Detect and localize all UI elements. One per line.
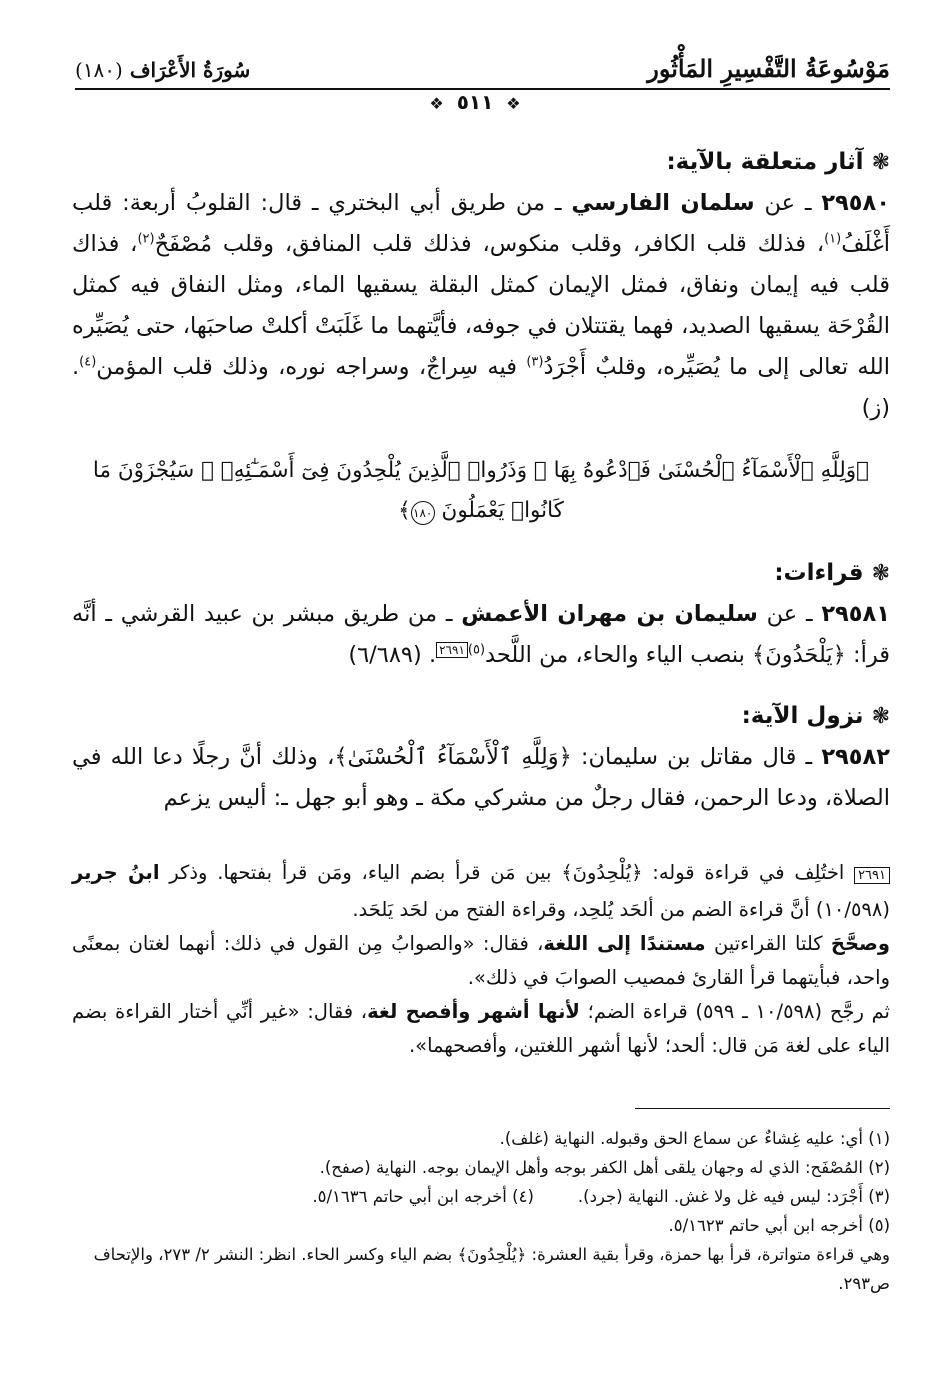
book-title: مَوْسُوعَةُ التَّفْسِيرِ المَأْثُور [647, 54, 890, 83]
footnotes [72, 1124, 890, 1298]
main-text [72, 142, 890, 819]
footnote-item: (١) أي: عليه غِشاءٌ عن سماع الحق وقبوله. النهاية (غلف). [499, 1129, 890, 1148]
footnote-item: (٥) أخرجه ابن أبي حاتم ٥/١٦٢٣. [668, 1216, 890, 1235]
editor-note [72, 856, 890, 1063]
footnote-item: (٤) أخرجه ابن أبي حاتم ٥/١٦٣٦. [312, 1187, 534, 1206]
surah-verse-number: (١٨٠) [75, 58, 123, 82]
athar-number: ٢٩٥٨١ [821, 601, 890, 627]
flower-icon: ❃ [871, 561, 890, 586]
footnote-item: وهي قراءة متواترة، قرأ بها حمزة، وقرأ بقية العشرة: ﴿يُلْحِدُونَ﴾ بضم الياء وكسر الحاء. انظر: النشر ٢/ ٢٧٣، والإتحاف ص٢٩٣. [93, 1245, 890, 1293]
section-heading: ❃نزول الآية: [741, 703, 890, 729]
ornament-icon: ❖ [506, 94, 521, 113]
note-paragraph: ٢٦٩١ اختُلِف في قراءة قوله: ﴿يُلْحِدُونَ﴾ بين مَن قرأ بضم الياء، ومَن قرأ بفتحها. وذكر ابنُ جرير (١٠/٥٩٨) أنَّ قراءة الضم من ألحَد يُلحِد، وقراءة الفتح من لحَد يَلحَد. [72, 861, 890, 921]
footnote-ref[interactable]: (٣) [526, 354, 544, 370]
footnote-divider [635, 1108, 890, 1109]
narrator-name: سلمان الفارسي [571, 190, 755, 216]
note-paragraph: ثم رجَّح (١٠/٥٩٨ ـ ٥٩٩) قراءة الضم؛ لأنها أشهر وأفصح لغة، فقال: «غير أنِّي أختار القراءة بضم الياء على لغة مَن قال: ألحد؛ لأنها أشهر اللغتين، وأفصحهما». [72, 1000, 890, 1057]
narrator-name: سليمان بن مهران الأعمش [461, 601, 758, 627]
surah-label [75, 58, 250, 82]
athar-number: ٢٩٥٨٠ [821, 190, 890, 216]
athar-paragraph: ٢٩٥٨١ ـ عن سليمان بن مهران الأعمش ـ من طريق مبشر بن عبيد القرشي ـ أنَّه قرأ: ﴿يَلْحَدُونَ﴾ بنصب الياء والحاء، من اللَّحد$^{(٥)٢٦٩١}$. (٦/٦٨٩) [72, 601, 890, 668]
note-ref-box[interactable]: ٢٦٩١ [436, 642, 468, 658]
footnote-ref[interactable]: (٤) [79, 354, 97, 370]
footnote-ref[interactable]: (٢) [137, 231, 155, 247]
footnote-row [72, 1182, 890, 1211]
athar-paragraph: ٢٩٥٨٢ ـ قال مقاتل بن سليمان: ﴿وَلِلَّهِ ٱلْأَسْمَآءُ ٱلْحُسْنَىٰ﴾، وذلك أنَّ رجلًا دعا الله في الصلاة، ودعا الرحمن، فقال رجلٌ من مشركي مكة ـ وهو أبو جهل ـ: أليس يزعم [72, 744, 890, 811]
ayah-number-marker: ١٨٠ [411, 501, 435, 525]
page-number: ٥١١ [456, 90, 494, 114]
footnote-item: (٣) أَجْرَد: ليس فيه غل ولا غش. النهاية (جرد). [577, 1187, 890, 1206]
page-number-line [0, 90, 950, 114]
flower-icon: ❃ [871, 150, 890, 175]
note-paragraph: وصحَّحَ كلتا القراءتين مستندًا إلى اللغة، فقال: «والصوابُ مِن القول في ذلك: أنهما لغتان بمعنًى واحد، فبأيتهما قرأ القارئ فمصيب الصوابَ في ذلك». [72, 932, 890, 989]
footnote-ref[interactable]: (١) [824, 231, 842, 247]
footnote-item: (٢) المُصْفَح: الذي له وجهان يلقى أهل الكفر بوجه وأهل الإيمان بوجه. النهاية (صفح). [319, 1158, 890, 1177]
flower-icon: ❃ [871, 704, 890, 729]
athar-paragraph: ٢٩٥٨٠ ـ عن سلمان الفارسي ـ من طريق أبي البختري ـ قال: القلوبُ أربعة: قلب أَغْلَفُ$^{(١)}$، فذلك قلب الكافر، وقلب منكوس، فذلك قلب المنافق، وقلب مُصْفَحٌ$^{(٢)}$، فذاك قلب فيه إيمان ونفاق، فمثل الإيمان كمثل البقلة يسقيها الماء، ومثل النفاق فيه كمثل القُرْحَة يسقيها الصديد، فهما يقتتلان في جوفه، فأيَّتهما ما غَلَبَتْ أكلتْ صاحبَها، حتى يُصَيِّره الله تعالى إلى ما يُصَيِّره، وقلبٌ أَجْرَدُ$^{(٣)}$ فيه سِراجٌ، وسراجه نوره، وذلك قلب المؤمن$^{(٤)}$. (ز) [72, 190, 890, 421]
athar-number: ٢٩٥٨٢ [821, 744, 890, 770]
ornament-icon: ❖ [429, 94, 444, 113]
quran-verse: ﴿وَلِلَّهِ ٱلْأَسْمَآءُ ٱلْحُسْنَىٰ فَٱدْعُوهُ بِهَا ۖ وَذَرُوا۟ ٱلَّذِينَ يُلْحِدُونَ فِىٓ أَسْمَـٰٓئِهِۦ ۚ سَيُجْزَوْنَ مَا كَانُوا۟ يَعْمَلُونَ ١٨٠﴾ [92, 458, 870, 523]
section-heading: ❃قراءات: [774, 560, 890, 586]
section-heading: ❃آثار متعلقة بالآية: [666, 149, 890, 175]
note-box-number: ٢٦٩١ [854, 867, 890, 884]
surah-name: سُورَةُ الأَعْرَاف [129, 58, 251, 82]
footnote-ref[interactable]: (٥) [467, 642, 486, 658]
